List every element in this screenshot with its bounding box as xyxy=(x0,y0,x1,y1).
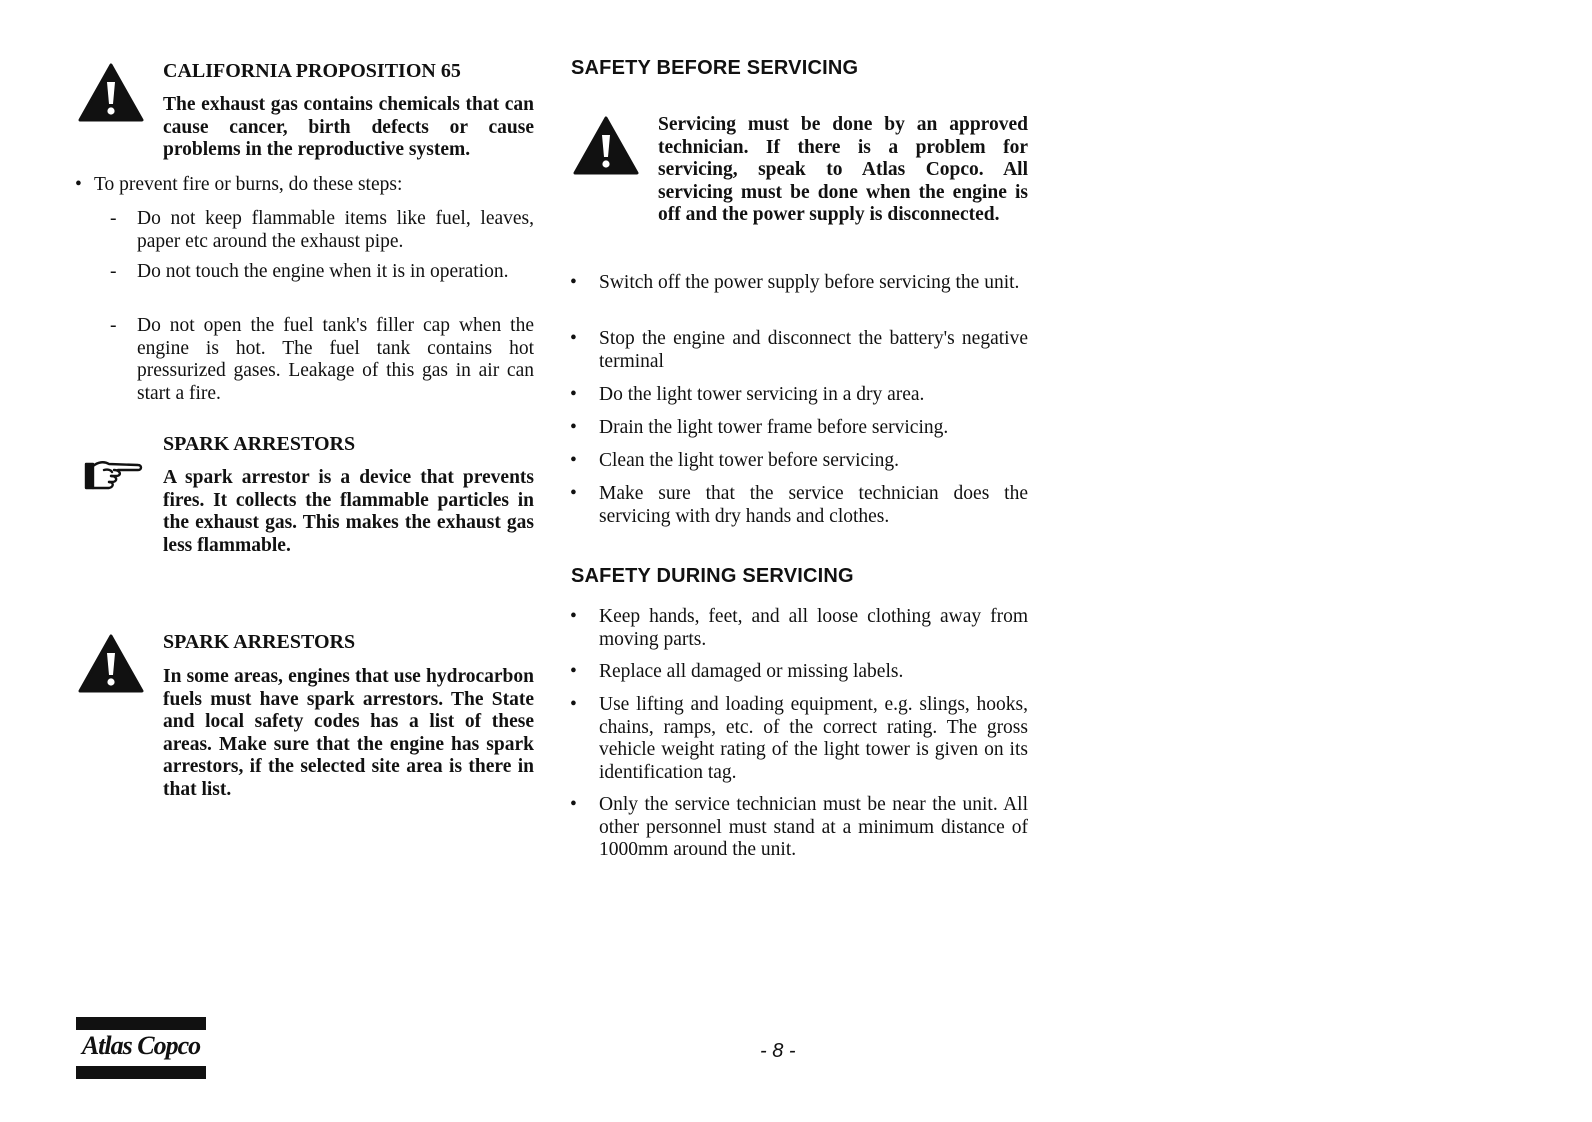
during-item-3: Use lifting and loading equipment, e.g. slings, hooks, chains, ramps, etc. of the correct rating. The gross vehicle weight rating of the light tower is given on its identification tag. xyxy=(599,694,1028,783)
fire-bullet-text: To prevent fire or burns, do these steps: xyxy=(94,174,403,195)
warning-triangle-icon xyxy=(78,634,144,694)
bullet-dot: • xyxy=(570,483,577,504)
spark1-heading: SPARK ARRESTORS xyxy=(163,433,356,455)
warning-triangle-icon xyxy=(78,63,144,123)
before-item-1: Switch off the power supply before servicing the unit. xyxy=(599,272,1020,293)
logo-bottom-bar xyxy=(76,1066,206,1079)
fire-step-3: Do not open the fuel tank's filler cap when the engine is hot. The fuel tank contains hot pressurized gases. Leakage of this gas in air can start a fire. xyxy=(137,315,534,404)
fire-step-1: Do not keep flammable items like fuel, leaves, paper etc around the exhaust pipe. xyxy=(137,208,534,252)
prop65-heading: CALIFORNIA PROPOSITION 65 xyxy=(163,60,461,82)
spark1-text: A spark arrestor is a device that prevents fires. It collects the flammable particles in the exhaust gas. This makes the exhaust gas less flammable. xyxy=(163,467,534,556)
page-number: - 8 - xyxy=(760,1040,796,1062)
section-heading-before-servicing: SAFETY BEFORE SERVICING xyxy=(571,57,859,79)
logo-text: Atlas Copco xyxy=(81,1031,201,1060)
dash-marker: - xyxy=(110,315,117,336)
during-item-4: Only the service technician must be near the unit. All other personnel must stand at a minimum distance of 1000mm around the unit. xyxy=(599,794,1028,860)
bullet-dot: • xyxy=(570,694,577,715)
before-item-3: Do the light tower servicing in a dry area. xyxy=(599,384,925,405)
bullet-dot: • xyxy=(570,384,577,405)
servicing-warning-text: Servicing must be done by an approved technician. If there is a problem for servicing, speak to Atlas Copco. All servicing must be done when the engine is off and the power supply is disconnected. xyxy=(658,114,1028,225)
dash-marker: - xyxy=(110,208,117,229)
bullet-dot: • xyxy=(570,661,577,682)
warning-triangle-icon xyxy=(573,116,639,176)
prop65-text: The exhaust gas contains chemicals that can cause cancer, birth defects or cause problems in the reproductive system. xyxy=(163,94,534,160)
bullet-dot: • xyxy=(570,272,577,293)
before-item-5: Clean the light tower before servicing. xyxy=(599,450,899,471)
pointing-hand-icon xyxy=(84,458,144,498)
before-item-2: Stop the engine and disconnect the battery's negative terminal xyxy=(599,328,1028,372)
during-item-2: Replace all damaged or missing labels. xyxy=(599,661,904,682)
fire-step-2: Do not touch the engine when it is in operation. xyxy=(137,261,509,282)
before-item-6: Make sure that the service technician does the servicing with dry hands and clothes. xyxy=(599,483,1028,527)
dash-marker: - xyxy=(110,261,117,282)
bullet-dot: • xyxy=(570,606,577,627)
before-item-4: Drain the light tower frame before servicing. xyxy=(599,417,949,438)
logo-top-bar xyxy=(76,1017,206,1030)
spark2-text: In some areas, engines that use hydrocarbon fuels must have spark arrestors. The State and local safety codes has a list of these areas. Make sure that the engine has spark arrestors, if the selected site area is there in that list. xyxy=(163,666,534,800)
spark2-heading: SPARK ARRESTORS xyxy=(163,631,356,653)
bullet-dot: • xyxy=(75,174,82,195)
bullet-dot: • xyxy=(570,450,577,471)
bullet-dot: • xyxy=(570,794,577,815)
bullet-dot: • xyxy=(570,328,577,349)
during-item-1: Keep hands, feet, and all loose clothing away from moving parts. xyxy=(599,606,1028,650)
section-heading-during-servicing: SAFETY DURING SERVICING xyxy=(571,565,854,587)
bullet-dot: • xyxy=(570,417,577,438)
